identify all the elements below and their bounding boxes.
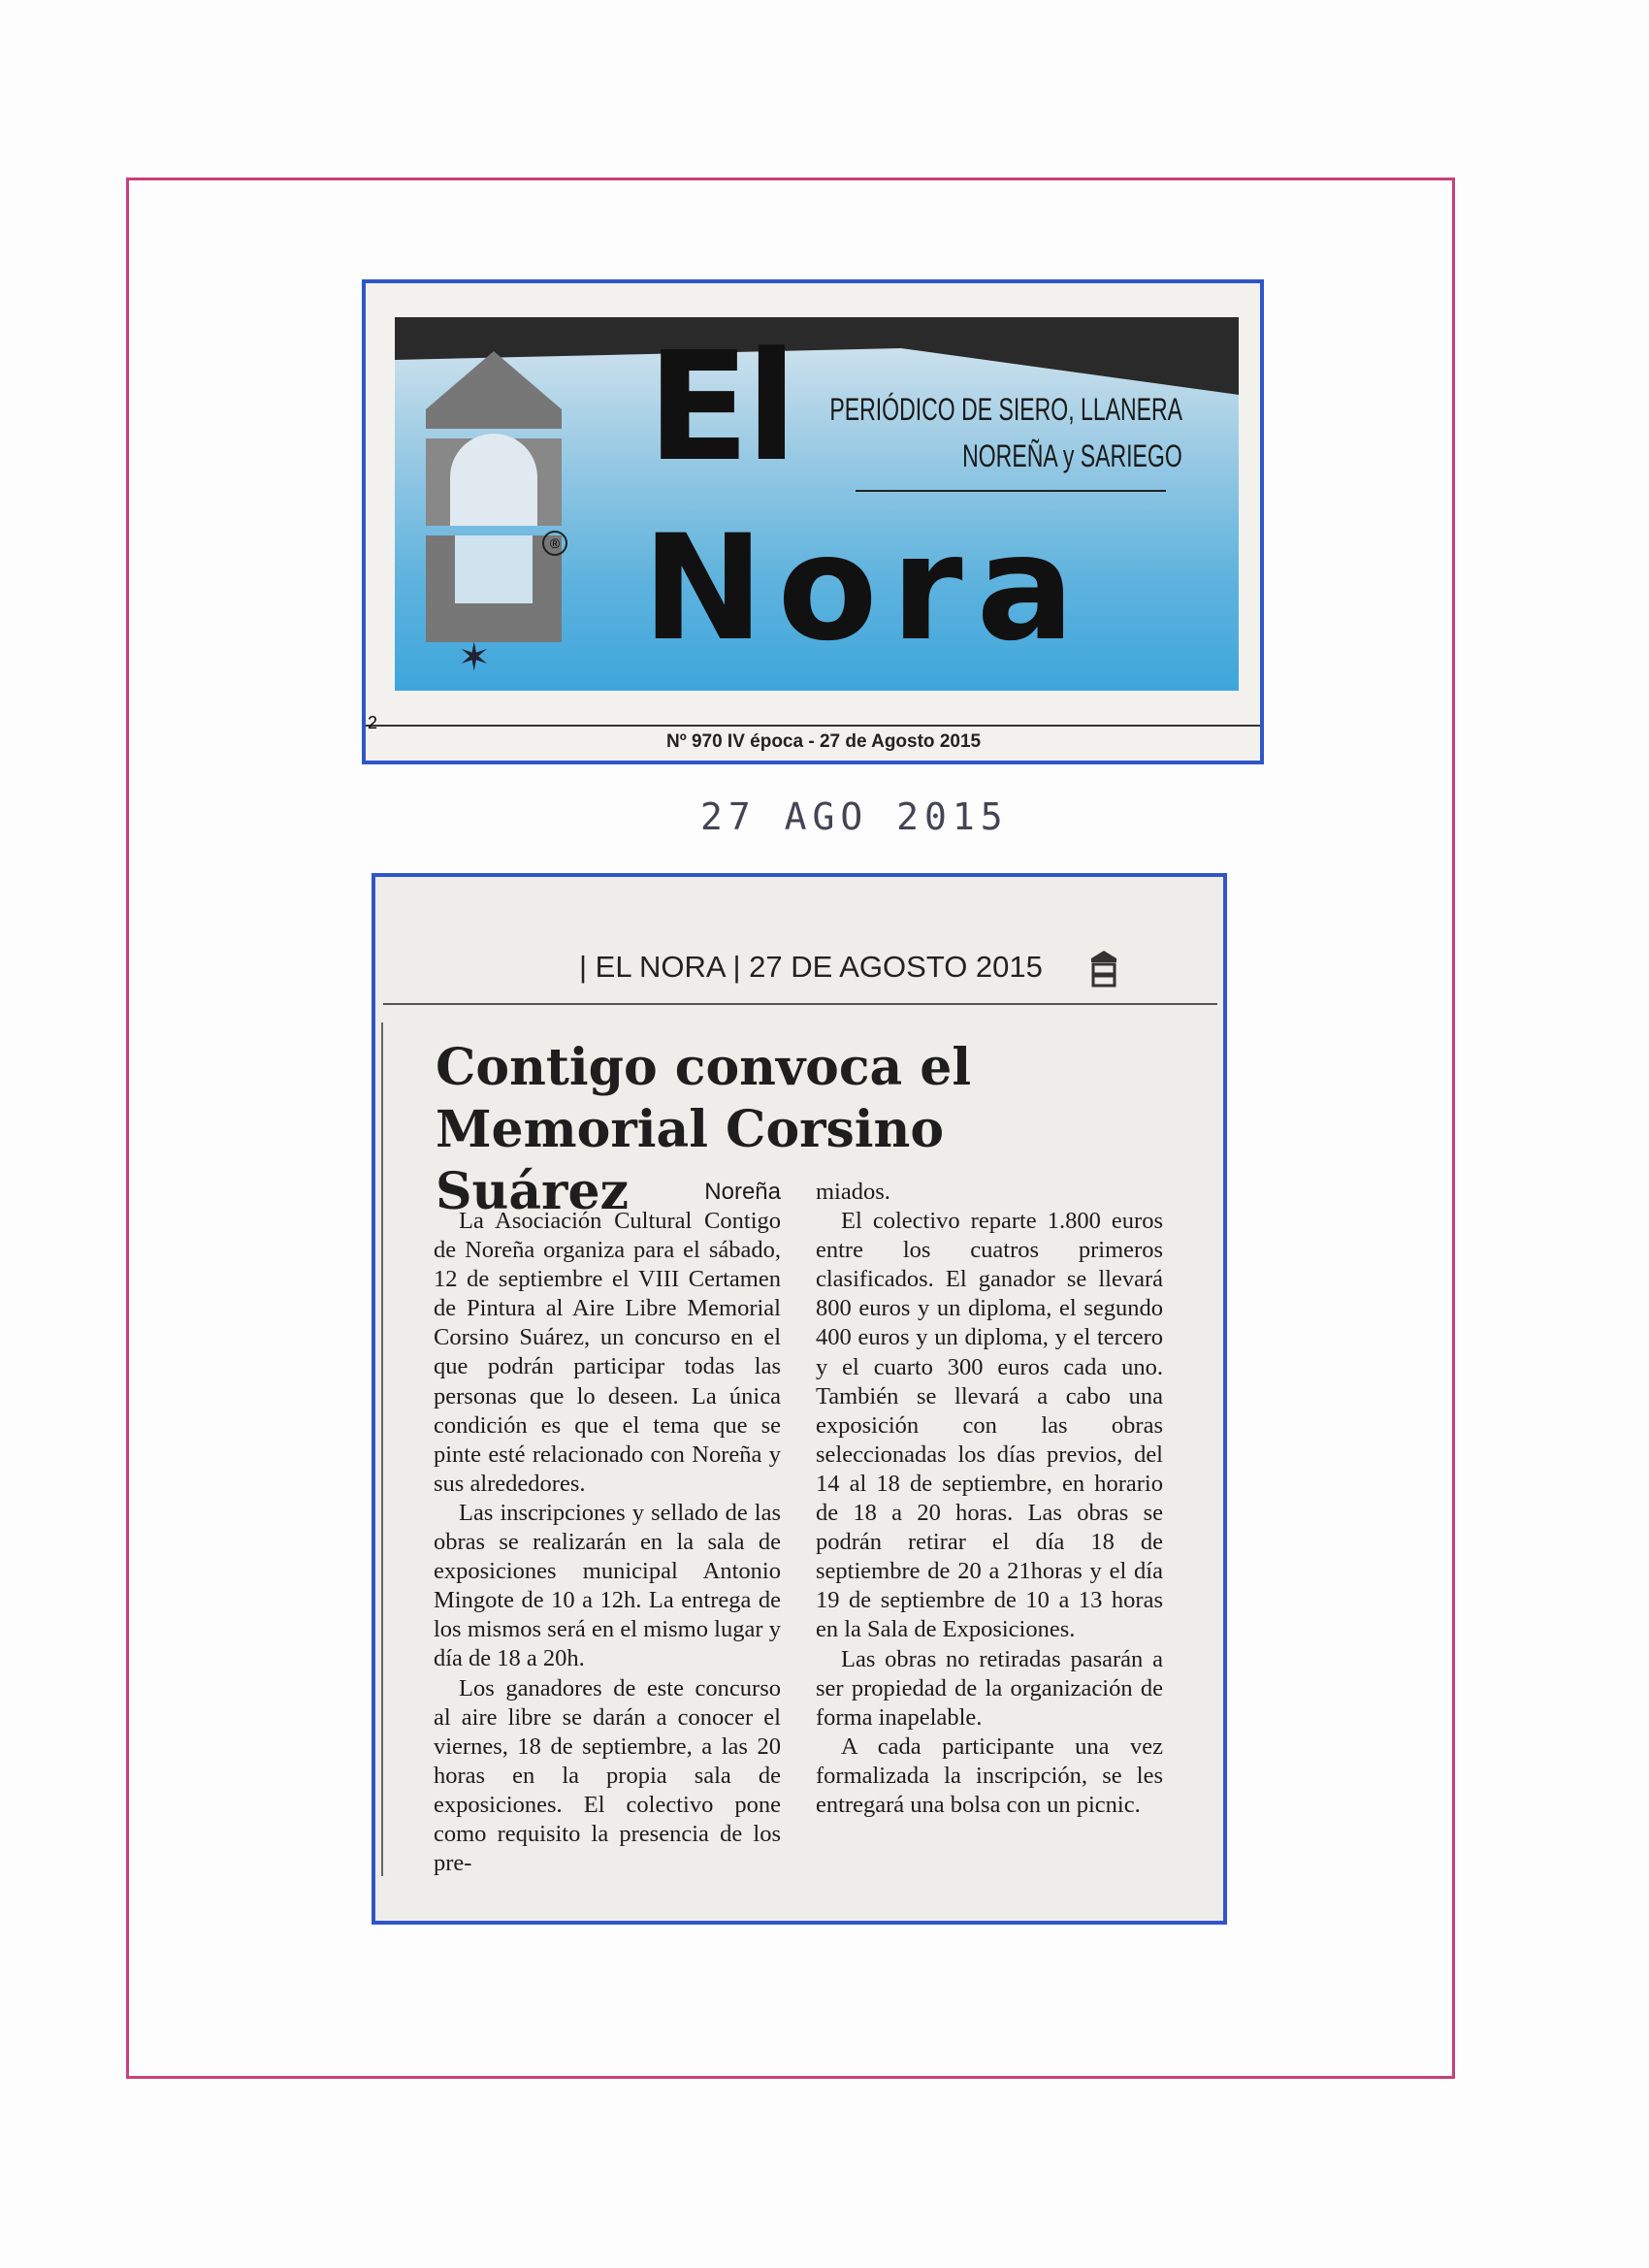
issue-line: Nº 970 IV época - 27 de Agosto 2015 xyxy=(666,731,982,752)
house-logo-icon xyxy=(426,341,562,652)
masthead-title-line2: Nora xyxy=(642,504,1088,673)
date-stamp: 27 AGO 2015 xyxy=(700,795,1009,838)
paragraph-continuation: miados. xyxy=(816,1179,890,1205)
masthead-tagline-2: NOREÑA y SARIEGO xyxy=(962,438,1182,473)
article-column-2 xyxy=(816,1178,1163,1820)
dateline: Noreña xyxy=(704,1179,781,1205)
article-header: | EL NORA | 27 DE AGOSTO 2015 xyxy=(579,950,1043,984)
paragraph: Las obras no retiradas pasarán a ser propiedad de la organización de forma inapelable. xyxy=(816,1645,1163,1731)
article-column-1 xyxy=(434,1178,781,1878)
paragraph: Los ganadores de este concurso al aire libre se darán a conocer el viernes, 18 de septiembre, a las 20 horas en la propia sala de exposiciones. El colectivo pone como requisito la presencia de los pre- xyxy=(434,1674,781,1877)
registered-mark: ® xyxy=(542,531,567,556)
header-rule xyxy=(383,1003,1217,1005)
page-number: 2 xyxy=(368,713,378,732)
masthead-rule xyxy=(856,490,1166,492)
clipping-edge xyxy=(381,1022,383,1876)
masthead-clipping xyxy=(362,279,1264,764)
article-title: Contigo convoca el Memorial Corsino Suárez xyxy=(436,1038,972,1221)
article-clipping xyxy=(372,873,1227,1925)
star-icon: ✶ xyxy=(458,635,491,679)
issue-divider xyxy=(366,725,1260,727)
masthead-title-line1: El xyxy=(647,319,794,495)
paragraph: Las inscripciones y sellado de las obras se realizarán en la sala de exposiciones municipal Antonio Mingote de 10 a 12h. La entrega de los mismos será en el mismo lugar y día de 18 a 20h. xyxy=(434,1499,781,1672)
house-logo-icon xyxy=(1091,949,1116,988)
paragraph: El colectivo reparte 1.800 euros entre los cuatros primeros clasificados. El ganador se llevará 800 euros y un diploma, el segundo 400 euros y un diploma, y el tercero y el cuarto 300 euros cada uno. También se llevará a cabo una exposición con las obras seleccionadas los días previos, del 14 al 18 de septiembre, en horario de 18 a 20 horas. Las obras se podrán retirar el día 18 de septiembre de 20 a 21horas y el día 19 de septiembre de 10 a 13 horas en la Sala de Exposiciones. xyxy=(816,1208,1163,1643)
paragraph: A cada participante una vez formalizada la inscripción, se les entregará una bolsa con un picnic. xyxy=(816,1733,1163,1818)
paragraph: La Asociación Cultural Contigo de Noreña organiza para el sábado, 12 de septiembre el VIII Certamen de Pintura al Aire Libre Memorial Corsino Suárez, un concurso en el que podrán participar todas las personas que lo deseen. La única condición es que el tema que se pinte esté relacionado con Noreña y sus alrededores. xyxy=(434,1208,781,1497)
masthead-tagline-1: PERIÓDICO DE SIERO, LLANERA xyxy=(829,392,1182,427)
